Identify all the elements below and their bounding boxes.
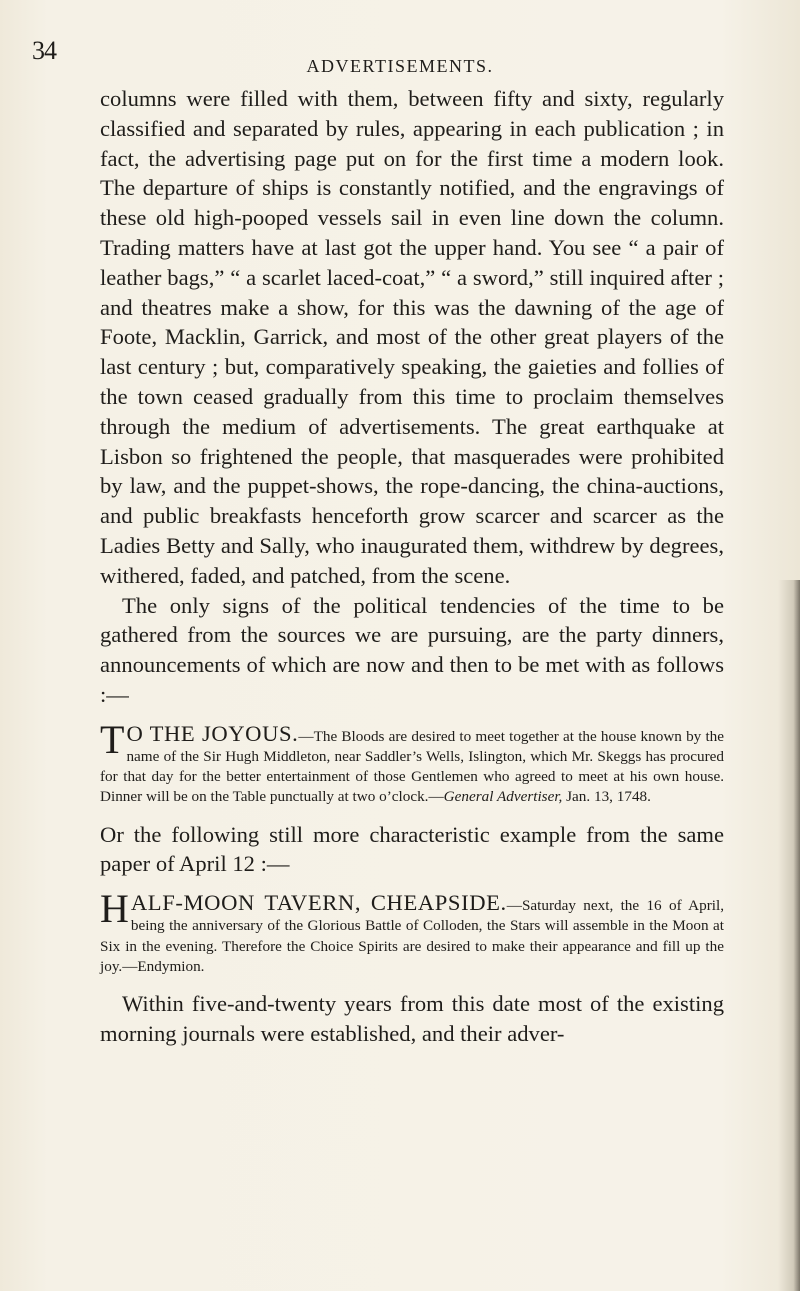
paragraph-4: Within five-and-twenty years from this date most of the existing morning journals were established, and their adver- [100,990,724,1046]
paragraph-1: columns were filled with them, between fifty and sixty, regularly classified and separated by rules, appearing in each publication ; in fact, the advertising page put on for the first time a modern look. The departure of ships is constantly notified, and the engravings of these old high-pooped vessels sail in even line down the column. Trading matters have at last got the upper hand. You see “ a pair of leather bags,” “ a scarlet laced-coat,” “ a sword,” still inquired after ; and theatres make a show, for this was the dawning of the age of Foote, Macklin, Garrick, and most of the other great players of the last century ; but, comparatively speaking, the gaieties and follies of the town ceased gradually from this time to proclaim themselves through the medium of advertisements. The great earthquake at Lisbon so frightened the people, that masquerades were prohibited by law, and the puppet-shows, the rope-dancing, the china-auctions, and public breakfasts henceforth grow scarcer and scarcer as the Ladies Betty and Sally, who inaugurated them, withdrew by degrees, withered, faded, and patched, from the scene. [100,86,724,588]
ad-heading: ALF-MOON TAVERN, CHEAPSIDE. [130,890,507,916]
ad-dropcap: T [100,716,125,762]
body-text [100,84,724,1049]
ad-heading: O THE JOYOUS. [126,720,299,746]
ad-source: General Advertiser, [443,788,563,806]
ad-dropcap: H [100,886,129,932]
ad-body: —The Bloods are desired to meet together at the house known by the name of the Sir Hugh Middleton, near Saddler’s Wells, Islington, which Mr. Skeggs has procured for that day for the better entertainment of those Gentlemen who agreed to meet at his own house. Dinner will be on the Table punctually at two o’clock.— [100,727,725,806]
page-number: 34 [32,36,56,65]
paragraph-3: Or the following still more characteristic example from the same paper of April 12 :— [100,821,724,877]
advertisement-joyous [100,716,725,808]
running-head: ADVERTISEMENTS. [306,56,494,76]
paragraph-2: The only signs of the political tendencies of the time to be gathered from the sources we are pursuing, are the party dinners, announcements of which are now and then to be met with as follows :— [100,592,724,707]
advertisement-half-moon [100,886,724,977]
ad-body: —Saturday next, the 16 of April, being the anniversary of the Glorious Battle of Colloden, the Stars will assemble in the Moon at Six in the evening. Therefore the Choice Spirits are desired to make their appearance and fill up the joy.—Endymion. [100,897,724,975]
page-edge-shadow [778,580,800,1291]
ad-date: Jan. 13, 1748. [562,788,651,806]
